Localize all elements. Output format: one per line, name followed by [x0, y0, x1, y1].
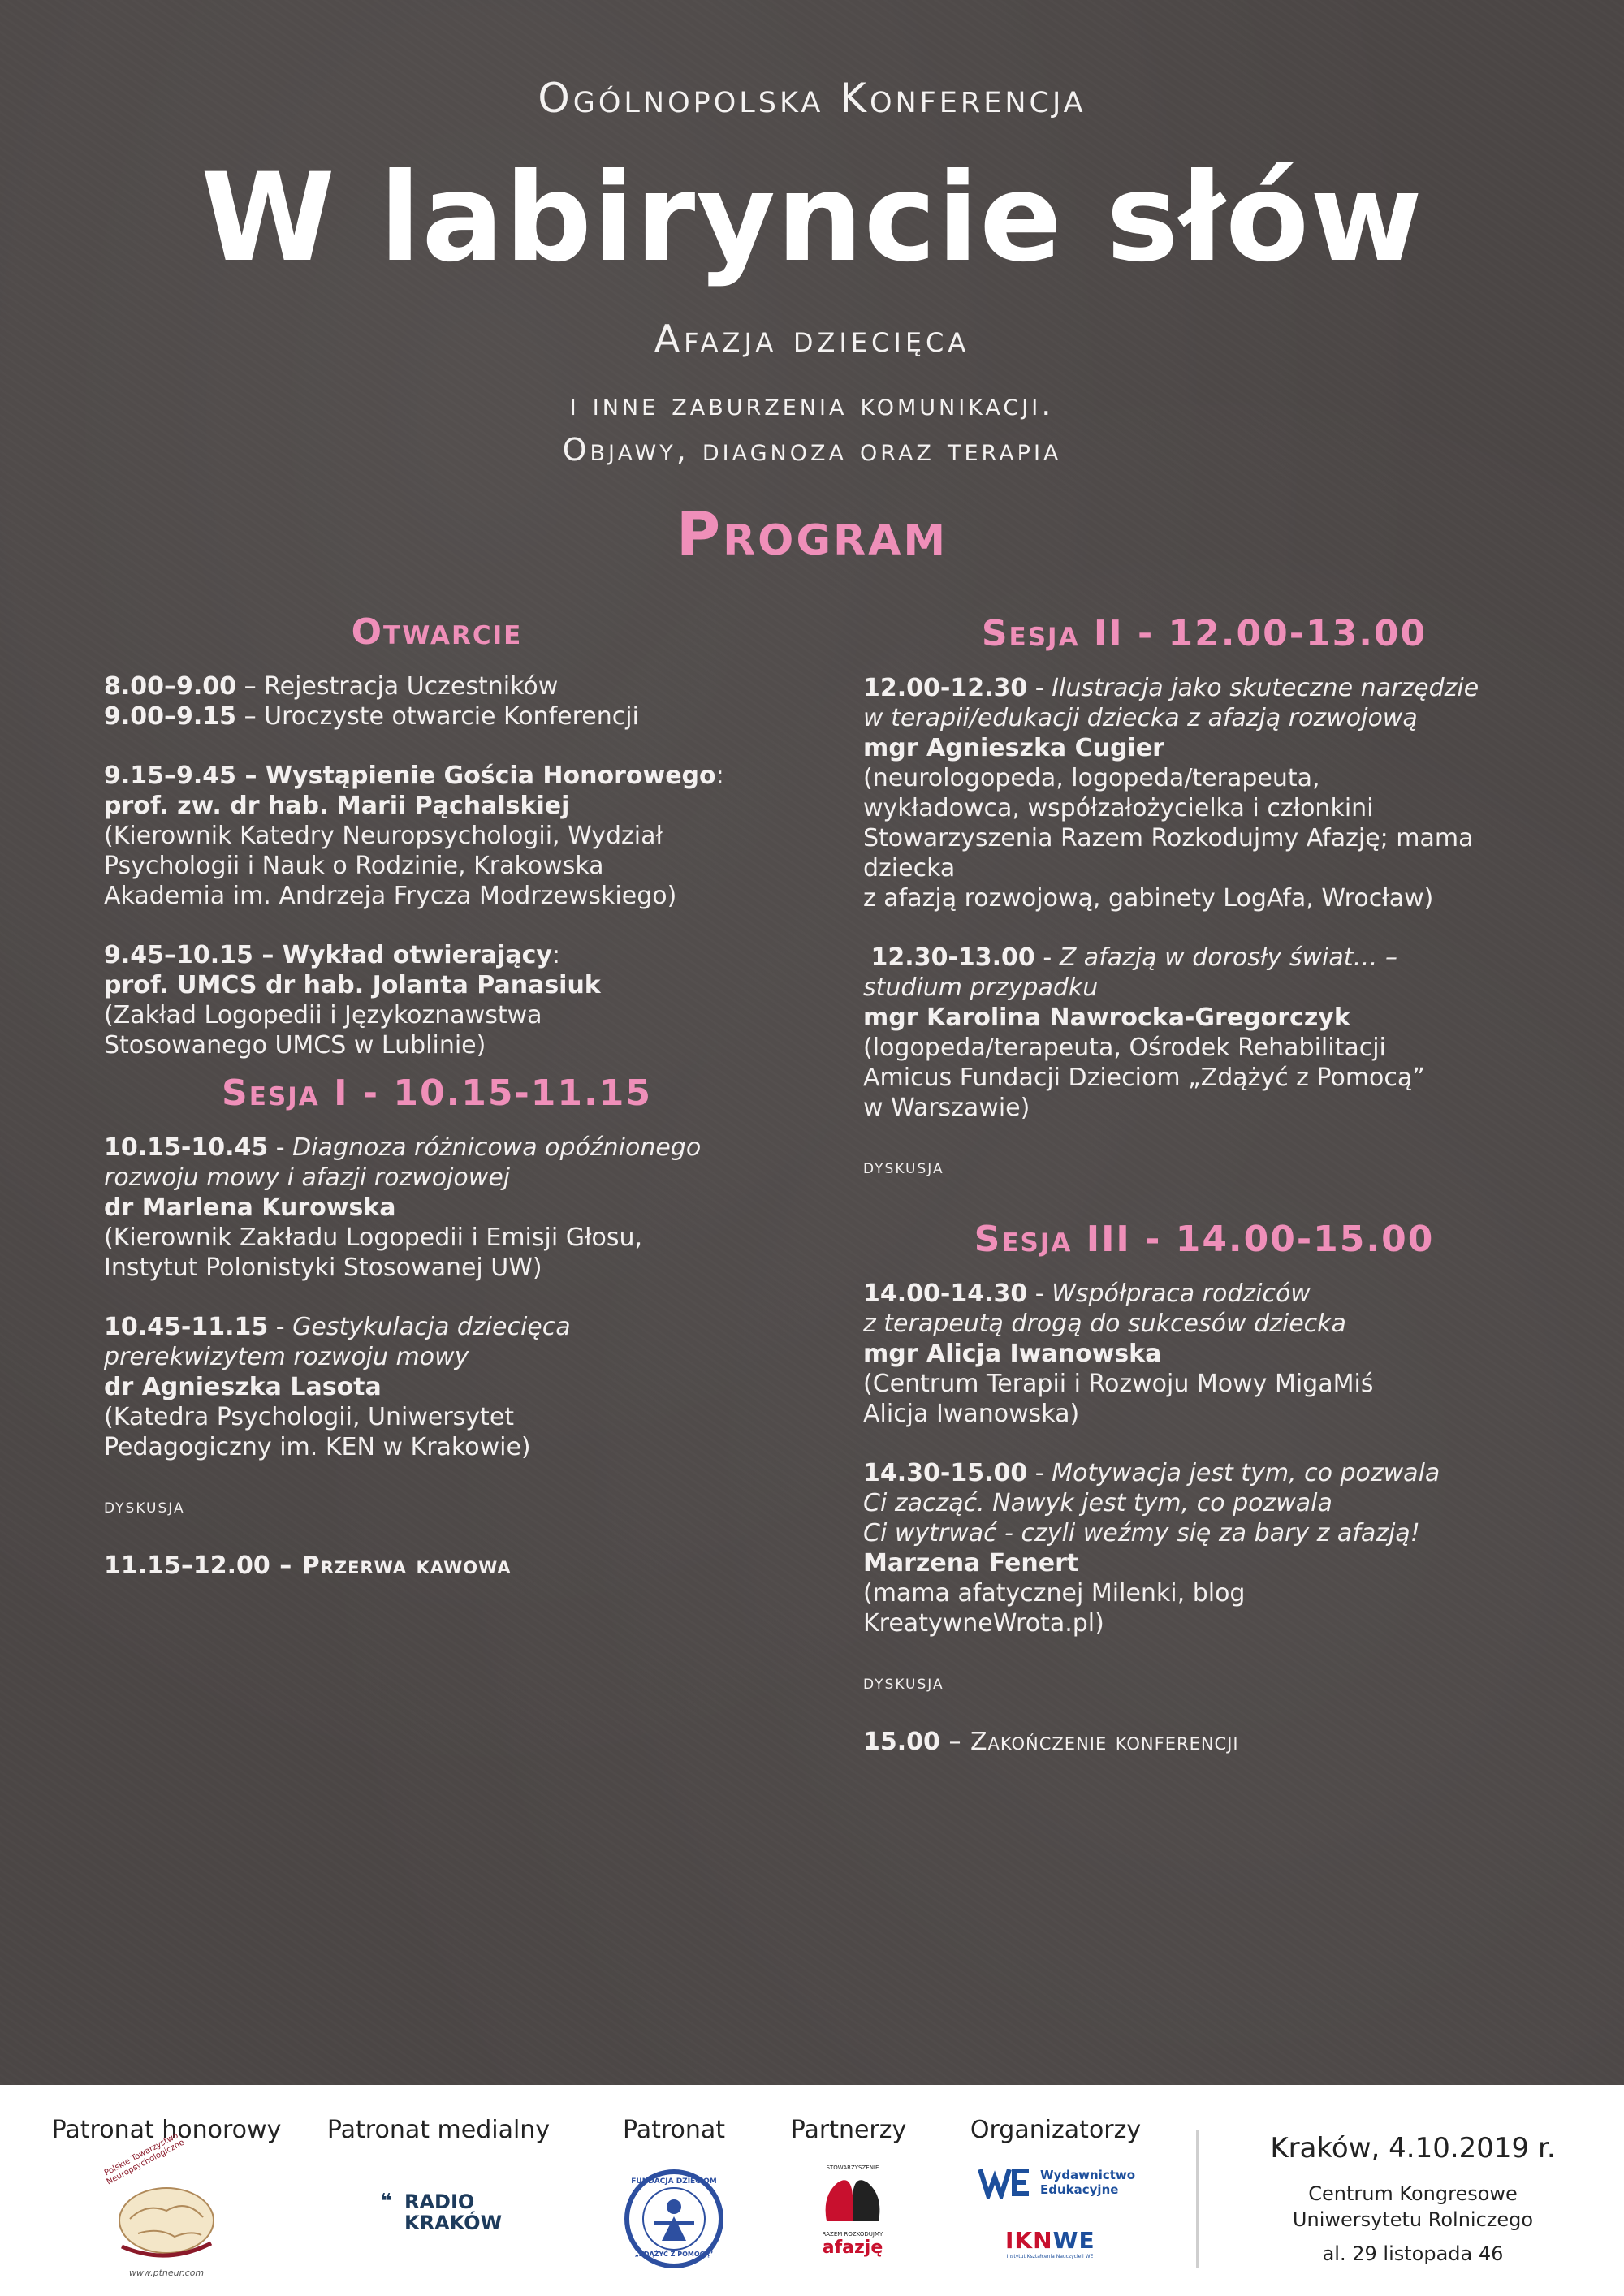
- talk-topic: w terapii/edukacji dziecka z afazją rozwojową: [863, 704, 1418, 732]
- affiliation-line: Instytut Polonistyki Stosowanej UW): [104, 1254, 542, 1282]
- guest-colon: :: [715, 762, 724, 790]
- talk-sep: -: [268, 1313, 293, 1341]
- talk-sep: -: [1034, 943, 1060, 972]
- talk-sep: -: [1027, 1459, 1052, 1487]
- talk-topic: studium przypadku: [863, 973, 1099, 1002]
- talk-sep: -: [1027, 1280, 1052, 1308]
- affiliation-line: (Katedra Psychologii, Uniwersytet: [104, 1403, 515, 1431]
- subtitle-line-1: i inne zaburzenia komunikacji.: [569, 386, 1055, 422]
- schedule-text: – Rejestracja Uczestników: [236, 672, 559, 701]
- krakow-text: KRAKÓW: [404, 2212, 503, 2234]
- affiliation-line: Stosowanego UMCS w Lublinie): [104, 1031, 486, 1060]
- speaker-name: prof. UMCS dr hab. Jolanta Panasiuk: [104, 971, 601, 999]
- affiliation-line: KreatywneWrota.pl): [863, 1609, 1104, 1638]
- wydawnictwo-edukacyjne-logo: [978, 2164, 1141, 2205]
- talk-time: 12.30-13.00: [870, 943, 1035, 972]
- affiliation-line: w Warszawie): [863, 1094, 1030, 1122]
- talk-topic: Gestykulacja dziecięca: [292, 1313, 571, 1341]
- affiliation-line: Psychologii i Nauk o Rodzinie, Krakowska: [104, 852, 604, 880]
- label-patronage: Patronat: [622, 2116, 726, 2144]
- speaker-name: prof. zw. dr hab. Marii Pąchalskiej: [104, 792, 570, 820]
- ptn-url: www.ptneur.com: [128, 2268, 205, 2278]
- ikn-caption: Instytut Kształcenia Nauczycieli WE: [1006, 2254, 1094, 2259]
- left-column: [104, 611, 770, 1610]
- razem-line1: STOWARZYSZENIE: [826, 2164, 879, 2171]
- footer-divider: [1196, 2130, 1199, 2268]
- talk-topic: prerekwizytem rozwoju mowy: [104, 1343, 469, 1371]
- subtitle-line-2: Objawy, diagnoza oraz terapia: [562, 432, 1062, 468]
- subtitle-secondary: [0, 382, 1624, 473]
- schedule-time: 8.00–9.00: [104, 672, 237, 701]
- talk-topic: rozwoju mowy i afazji rozwojowej: [104, 1163, 511, 1192]
- we-icon: [978, 2166, 1030, 2199]
- speaker-name: dr Agnieszka Lasota: [104, 1373, 382, 1401]
- event-venue: [1218, 2181, 1608, 2267]
- venue-line: al. 29 listopada 46: [1322, 2242, 1504, 2265]
- label-media-patronage: Patronat medialny: [326, 2116, 551, 2144]
- talk-topic: Z afazją w dorosły świat… –: [1059, 943, 1397, 972]
- speaker-name: mgr Karolina Nawrocka-Gregorczyk: [863, 1003, 1350, 1032]
- speaker-name: mgr Agnieszka Cugier: [863, 734, 1164, 762]
- fundacja-logo: [621, 2166, 727, 2272]
- affiliation-line: (Kierownik Zakładu Logopedii i Emisji Głosu,: [104, 1224, 643, 1252]
- affiliation-line: (logopeda/terapeuta, Ośrodek Rehabilitacji: [863, 1034, 1386, 1062]
- affiliation-line: dziecka: [863, 854, 956, 883]
- opening-title: Otwarcie: [351, 611, 523, 653]
- affiliation-line: Alicja Iwanowska): [863, 1400, 1080, 1428]
- schedule-text: – Uroczyste otwarcie Konferencji: [236, 702, 639, 731]
- talk-topic: Współpraca rodziców: [1052, 1280, 1311, 1308]
- schedule-time: 9.45–10.15: [104, 941, 253, 969]
- speaker-name: Marzena Fenert: [863, 1549, 1079, 1577]
- talk: [863, 1279, 1545, 1429]
- affiliation-line: z afazją rozwojową, gabinety LogAfa, Wrocław): [863, 884, 1434, 913]
- affiliation-line: Akademia im. Andrzeja Frycza Modrzewskiego): [104, 882, 677, 910]
- schedule-time: 9.15–9.45: [104, 762, 237, 790]
- discussion-label: dyskusja: [104, 1495, 185, 1517]
- affiliation-line: Pedagogiczny im. KEN w Krakowie): [104, 1433, 531, 1461]
- talk-time: 10.45-11.15: [104, 1313, 269, 1341]
- coffee-break: [104, 1551, 770, 1581]
- affiliation-line: (Zakład Logopedii i Językoznawstwa: [104, 1001, 542, 1029]
- affiliation-line: (Centrum Terapii i Rozwoju Mowy MigaMiś: [863, 1370, 1374, 1398]
- radio-krakow-logo: [380, 2186, 510, 2251]
- schedule-time: 9.00–9.15: [104, 702, 237, 731]
- talk-time: 12.00-12.30: [863, 674, 1028, 702]
- label-honorary-patronage: Patronat honorowy: [51, 2116, 282, 2144]
- talk: [863, 943, 1545, 1123]
- talk: [104, 1312, 770, 1462]
- we-line2: Edukacyjne: [1040, 2182, 1119, 2197]
- venue-line: Centrum Kongresowe: [1308, 2182, 1518, 2205]
- schedule-item: [104, 671, 770, 701]
- session2-title: Sesja II - 12.00-13.00: [981, 613, 1427, 654]
- talk-topic: Ci wytrwać - czyli weźmy się za bary z afazją!: [863, 1519, 1420, 1547]
- conference-title: W labiryncie słów: [201, 148, 1423, 289]
- label-organizers: Organizatorzy: [970, 2116, 1142, 2144]
- talk-topic: z terapeutą drogą do sukcesów dziecka: [863, 1310, 1346, 1338]
- closing-time: 15.00: [863, 1728, 940, 1756]
- affiliation-line: Amicus Fundacji Dzieciom „Zdążyć z Pomocą”: [863, 1064, 1425, 1092]
- ptn-logo: [97, 2131, 235, 2284]
- ikn-we-logo: [1005, 2227, 1095, 2276]
- program-heading: Program: [676, 499, 948, 569]
- venue-line: Uniwersytetu Rolniczego: [1292, 2208, 1534, 2231]
- talk-topic: Ilustracja jako skuteczne narzędzie: [1052, 674, 1479, 702]
- afazje-text: afazję: [822, 2238, 883, 2258]
- ikn-text: IKN: [1005, 2227, 1053, 2254]
- talk: [104, 1133, 770, 1283]
- fundacja-bottom-text: „ZDĄŻYĆ Z POMOCĄ”: [634, 2251, 714, 2258]
- talk-sep: -: [1027, 674, 1052, 702]
- lecture-label: – Wykład otwierający: [253, 941, 552, 969]
- razem-line2: RAZEM ROZKODUJMY: [822, 2231, 883, 2238]
- quote-icon: ❝: [380, 2190, 393, 2214]
- discussion-label: dyskusja: [863, 1155, 944, 1178]
- event-date: Kraków, 4.10.2019 r.: [1270, 2132, 1556, 2164]
- talk: [863, 1458, 1545, 1638]
- schedule-item: [104, 701, 770, 732]
- talk-topic: Diagnoza różnicowa opóźnionego: [292, 1133, 702, 1162]
- lecture-colon: :: [551, 941, 561, 969]
- closing-label: – Zakończenie konferencji: [939, 1728, 1239, 1756]
- talk-topic: Ci zacząć. Nawyk jest tym, co pozwala: [863, 1489, 1332, 1517]
- talk-time: 14.00-14.30: [863, 1280, 1028, 1308]
- we-line1: Wydawnictwo: [1040, 2168, 1136, 2182]
- speaker-name: dr Marlena Kurowska: [104, 1193, 396, 1222]
- talk-time: 10.15-10.45: [104, 1133, 269, 1162]
- right-column: [863, 613, 1545, 1786]
- conference-label: Ogólnopolska Konferencja: [538, 75, 1086, 122]
- ptn-arc-text: Polskie Towarzystwo Neuropsychologiczne: [102, 2131, 186, 2187]
- label-partners: Partnerzy: [790, 2116, 907, 2144]
- talk-topic: Motywacja jest tym, co pozwala: [1052, 1459, 1440, 1487]
- opening-schedule: [104, 671, 770, 732]
- guest-lecture: [104, 761, 770, 911]
- fundacja-top-text: FUNDACJA DZIECIOM: [631, 2177, 717, 2186]
- footer: [0, 2085, 1624, 2296]
- ikn-we-text: WE: [1052, 2227, 1095, 2254]
- talk: [863, 673, 1545, 913]
- affiliation-line: Stowarzyszenia Razem Rozkodujmy Afazję; mama: [863, 824, 1474, 852]
- talk-time: 14.30-15.00: [863, 1459, 1028, 1487]
- session3-title: Sesja III - 14.00-15.00: [974, 1219, 1435, 1260]
- talk-sep: -: [268, 1133, 293, 1162]
- session1-title: Sesja I - 10.15-11.15: [222, 1072, 652, 1114]
- discussion-label: dyskusja: [863, 1671, 944, 1694]
- break-time: 11.15–12.00: [104, 1552, 270, 1580]
- affiliation-line: (neurologopeda, logopeda/terapeuta,: [863, 764, 1320, 792]
- break-label: – Przerwa kawowa: [270, 1552, 512, 1580]
- guest-label: – Wystąpienie Gościa Honorowego: [236, 762, 716, 790]
- razem-rozkodujmy-logo: [812, 2164, 893, 2278]
- affiliation-line: (Kierownik Katedry Neuropsychologii, Wydział: [104, 822, 663, 850]
- heads-icon: [820, 2171, 885, 2228]
- speaker-name: mgr Alicja Iwanowska: [863, 1340, 1162, 1368]
- affiliation-line: wykładowca, współzałożycielka i członkini: [863, 794, 1374, 822]
- affiliation-line: (mama afatycznej Milenki, blog: [863, 1579, 1246, 1608]
- radio-text: RADIO: [404, 2190, 475, 2213]
- subtitle-primary: Afazja dziecięca: [654, 317, 970, 360]
- closing: [863, 1727, 1545, 1757]
- opening-lecture: [104, 940, 770, 1060]
